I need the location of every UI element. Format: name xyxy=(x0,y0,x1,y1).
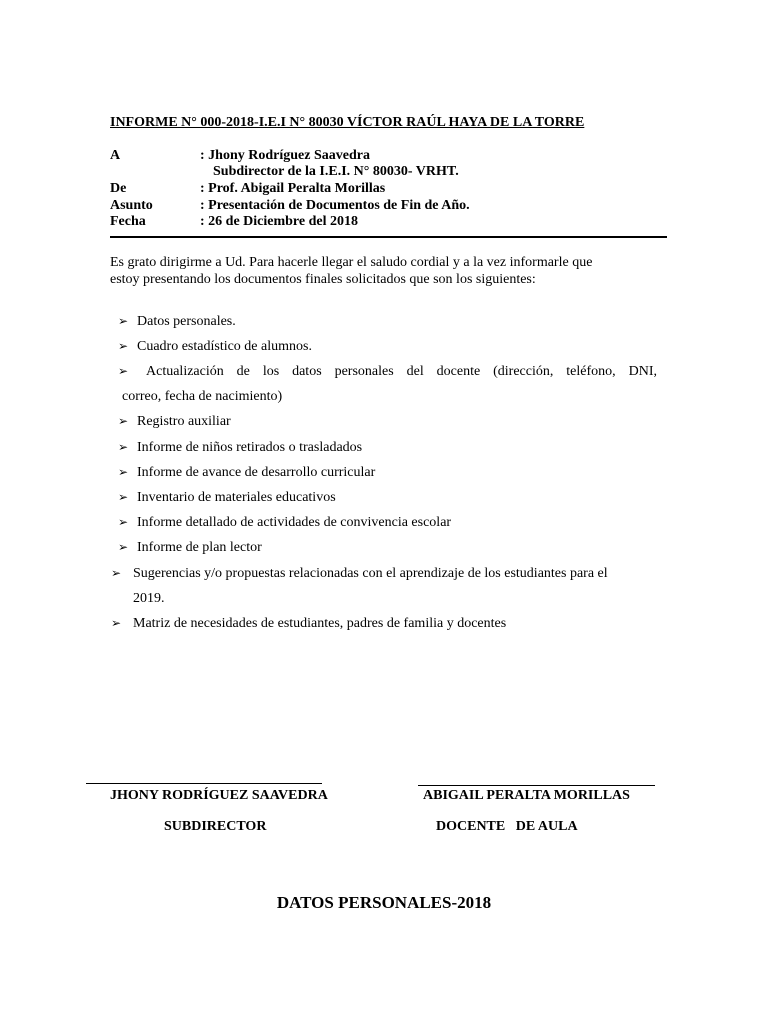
arrow-bullet-icon: ➢ xyxy=(118,540,129,554)
header-divider xyxy=(110,236,667,238)
left-signer-role: SUBDIRECTOR xyxy=(164,819,267,834)
arrow-bullet-icon: ➢ xyxy=(118,515,129,529)
list-item: Actualización de los datos personales del docente (dirección, teléfono, DNI, xyxy=(146,364,657,379)
right-signer-role: DOCENTE DE AULA xyxy=(436,819,578,834)
right-signature-line xyxy=(418,785,655,786)
to-value: : Jhony Rodríguez Saavedra xyxy=(200,148,370,163)
to-label: A xyxy=(110,148,121,163)
list-item: Datos personales. xyxy=(137,314,236,329)
arrow-bullet-icon: ➢ xyxy=(111,566,122,580)
list-item-continuation: 2019. xyxy=(133,591,165,606)
list-item: Informe de avance de desarrollo curricular xyxy=(137,465,376,480)
from-label: De xyxy=(110,181,127,196)
list-item: Sugerencias y/o propuestas relacionadas con el aprendizaje de los estudiantes para el xyxy=(133,566,608,581)
report-title: INFORME N° 000-2018-I.E.I N° 80030 VÍCTOR RAÚL HAYA DE LA TORRE xyxy=(110,115,585,130)
subject-label: Asunto xyxy=(110,198,153,213)
intro-line-1: Es grato dirigirme a Ud. Para hacerle llegar el saludo cordial y a la vez informarle que xyxy=(110,255,593,270)
from-value: : Prof. Abigail Peralta Morillas xyxy=(200,181,386,196)
subject-value: : Presentación de Documentos de Fin de Año. xyxy=(200,198,470,213)
list-item: Matriz de necesidades de estudiantes, padres de familia y docentes xyxy=(133,616,507,631)
arrow-bullet-icon: ➢ xyxy=(118,440,129,454)
list-item: Inventario de materiales educativos xyxy=(137,490,336,505)
arrow-bullet-icon: ➢ xyxy=(118,465,129,479)
arrow-bullet-icon: ➢ xyxy=(118,339,129,353)
list-item: Registro auxiliar xyxy=(137,414,231,429)
arrow-bullet-icon: ➢ xyxy=(118,364,129,378)
arrow-bullet-icon: ➢ xyxy=(118,414,129,428)
arrow-bullet-icon: ➢ xyxy=(118,490,129,504)
list-item: Informe de plan lector xyxy=(137,540,262,555)
list-item: Informe de niños retirados o trasladados xyxy=(137,440,363,455)
left-signature-line xyxy=(86,783,322,784)
date-value: : 26 de Diciembre del 2018 xyxy=(200,214,358,229)
arrow-bullet-icon: ➢ xyxy=(118,314,129,328)
intro-line-2: estoy presentando los documentos finales solicitados que son los siguientes: xyxy=(110,272,536,287)
arrow-bullet-icon: ➢ xyxy=(111,616,122,630)
list-item-continuation: correo, fecha de nacimiento) xyxy=(122,389,283,404)
next-section-title: DATOS PERSONALES-2018 xyxy=(276,893,492,912)
list-item: Cuadro estadístico de alumnos. xyxy=(137,339,312,354)
to-position: Subdirector de la I.E.I. N° 80030- VRHT. xyxy=(213,164,459,179)
date-label: Fecha xyxy=(110,214,146,229)
left-signer-name: JHONY RODRÍGUEZ SAAVEDRA xyxy=(110,788,328,803)
list-item: Informe detallado de actividades de convivencia escolar xyxy=(137,515,452,530)
right-signer-name: ABIGAIL PERALTA MORILLAS xyxy=(423,788,630,803)
